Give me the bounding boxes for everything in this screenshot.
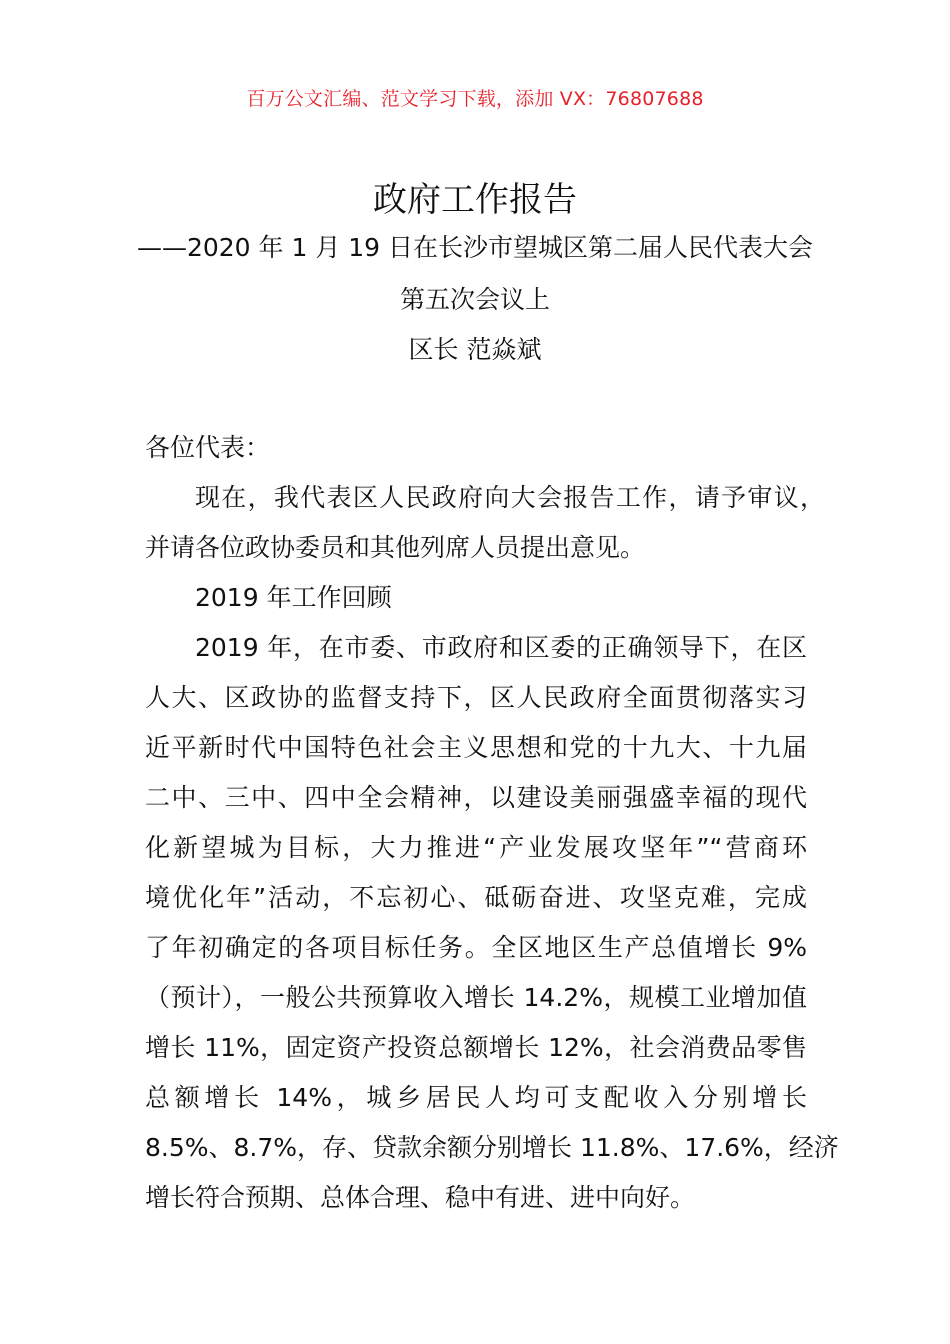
paragraph-line: 并请各位政协委员和其他列席人员提出意见。	[145, 533, 646, 562]
paragraph-line: 增长 11%，固定资产投资总额增长 12%，社会消费品零售	[145, 1033, 807, 1062]
paragraph-line: （预计），一般公共预算收入增长 14.2%，规模工业增加值	[145, 983, 807, 1012]
paragraph-line: 人大、区政协的监督支持下，区人民政府全面贯彻落实习	[145, 683, 807, 712]
paragraph-line: 二中、三中、四中全会精神，以建设美丽强盛幸福的现代	[145, 783, 807, 812]
paragraph-line: 总额增长 14%，城乡居民人均可支配收入分别增长	[145, 1083, 807, 1112]
paragraph-line: 了年初确定的各项目标任务。全区地区生产总值增长 9%	[145, 933, 807, 962]
author-line: 区长 范焱斌	[408, 335, 542, 364]
paragraph-line: 2019 年，在市委、市政府和区委的正确领导下，在区	[195, 633, 807, 662]
salutation: 各位代表：	[145, 433, 271, 462]
watermark-banner: 百万公文汇编、范文学习下载，添加 VX：76807688	[246, 88, 704, 110]
paragraph-line: 化新望城为目标，大力推进“产业发展攻坚年”“营商环	[145, 833, 807, 862]
section-heading: 2019 年工作回顾	[195, 583, 392, 612]
document-title: 政府工作报告	[373, 180, 577, 220]
paragraph-line: 现在，我代表区人民政府向大会报告工作，请予审议，	[195, 483, 825, 512]
subtitle-session: 第五次会议上	[399, 285, 550, 314]
paragraph-line: 近平新时代中国特色社会主义思想和党的十九大、十九届	[145, 733, 807, 762]
paragraph-line: 境优化年”活动，不忘初心、砥砺奋进、攻坚克难，完成	[145, 883, 807, 912]
paragraph-line: 增长符合预期、总体合理、稳中有进、进中向好。	[145, 1183, 696, 1212]
subtitle-occasion: ——2020 年 1 月 19 日在长沙市望城区第二届人民代表大会	[136, 233, 814, 262]
paragraph-line: 8.5%、8.7%，存、贷款余额分别增长 11.8%、17.6%，经济	[145, 1133, 839, 1162]
